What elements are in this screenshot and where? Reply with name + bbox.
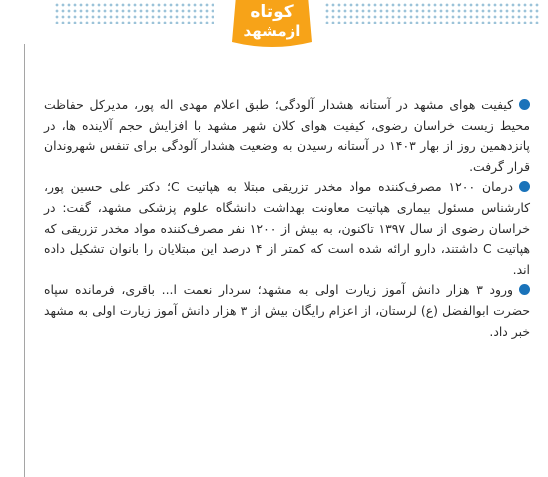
bullet-icon xyxy=(519,181,530,192)
dotted-divider-left xyxy=(54,2,214,24)
news-item-text: ورود ۳ هزار دانش آموز زیارت اولی به مشهد؛ سردار نعمت ا... باقری، فرمانده سپاه حضرت ابوالفضل (ع) لرستان، از اعزام رایگان بیش از ۳ هزار دانش آموز زیارت اولی به مشهد خبر داد. xyxy=(44,282,530,339)
news-item-text: کیفیت هوای مشهد در آستانه هشدار آلودگی؛ طبق اعلام مهدی اله پور، مدیرکل حفاظت محیط زیست خراسان رضوی، کیفیت هوای کلان شهر مشهد با افزایش حجم آلاینده ها، در پانزدهمین روز از بهار ۱۴۰۳ در آستانه رسیدن به وضعیت هشدار آلودگی برای تنفس شهروندان قرار گرفت. xyxy=(44,97,530,174)
news-briefs xyxy=(44,95,530,342)
vertical-rule xyxy=(24,44,25,477)
news-item-hepatitis xyxy=(44,177,530,280)
badge-subtitle: ازمشهد xyxy=(243,22,301,40)
bullet-icon xyxy=(519,99,530,110)
news-item-text: درمان ۱۲۰۰ مصرف‌کننده مواد مخدر تزریقی مبتلا به هپاتیت C؛ دکتر علی حسین پور، کارشناس مسئول بیماری هپاتیت معاونت بهداشت دانشگاه علوم پزشکی مشهد، گفت: در خراسان رضوی از سال ۱۳۹۷ تاکنون، به بیش از ۱۲۰۰ نفر مصرف‌کننده مواد مخدر تزریقی که هپاتیت C داشتند، دارو ارائه شده است که کمتر از ۴ درصد این مبتلایان را بانوان تشکیل داده اند. xyxy=(44,179,531,277)
dotted-divider-right xyxy=(324,2,540,24)
bullet-icon xyxy=(519,284,530,295)
section-badge xyxy=(222,0,322,52)
news-item-pilgrim-students xyxy=(44,280,530,342)
news-item-air-quality xyxy=(44,95,530,177)
badge-title: کوتاه xyxy=(250,2,294,22)
